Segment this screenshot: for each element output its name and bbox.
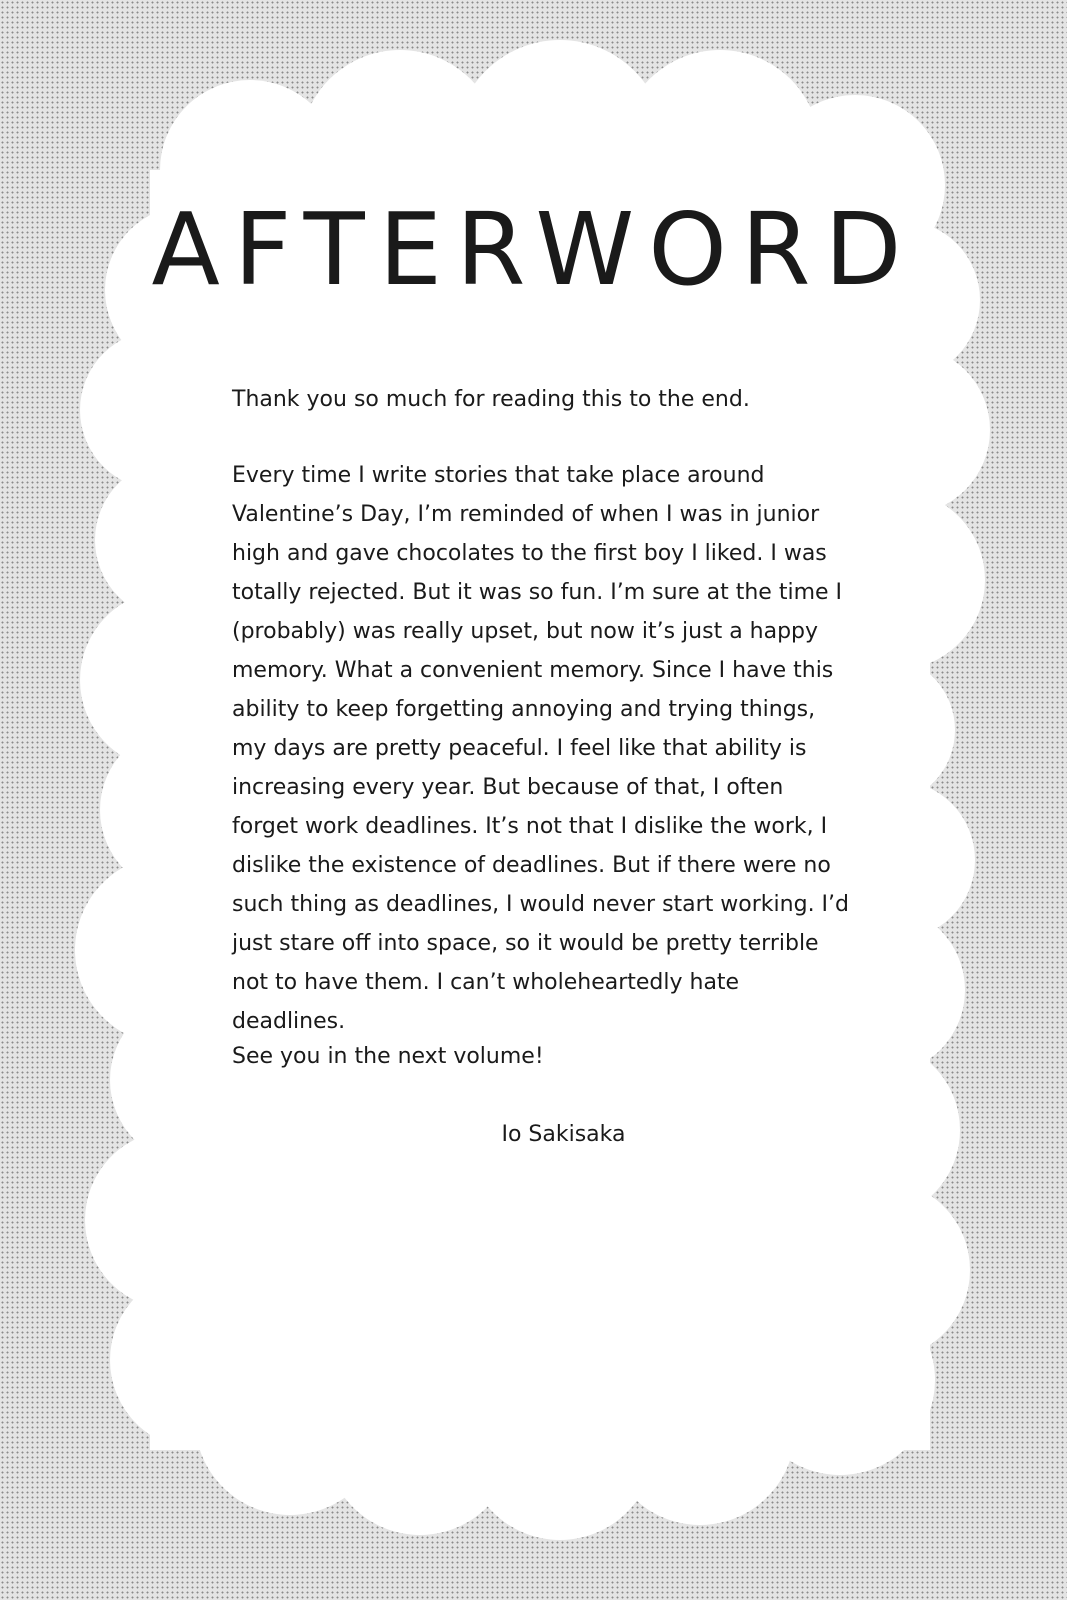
author-signature: Io Sakisaka xyxy=(501,1122,626,1147)
page-title: AFTERWORD xyxy=(151,191,916,308)
afterword-paragraph: Every time I write stories that take place around Valentine’s Day, I’m reminded of when I was in junior high and gave chocolates to the first boy I liked. I was totally rejected. But it was so fun. I’m sure at the time I (probably) was really upset, but now it’s just a happy memory. What a convenient memory. Since I have this ability to keep forgetting annoying and trying things, my days are pretty peaceful. I feel like that ability is increasing every year. But because of that, I often forget work deadlines. It’s not that I dislike the work, I dislike the existence of deadlines. But if there were no such thing as deadlines, I would never start working. I’d just stare off into space, so it would be pretty terrible not to have them. I can’t wholeheartedly hate deadlines. xyxy=(232,463,849,1034)
afterword-paragraph: See you in the next volume! xyxy=(232,1044,544,1069)
afterword-paragraph: Thank you so much for reading this to the end. xyxy=(232,387,750,412)
